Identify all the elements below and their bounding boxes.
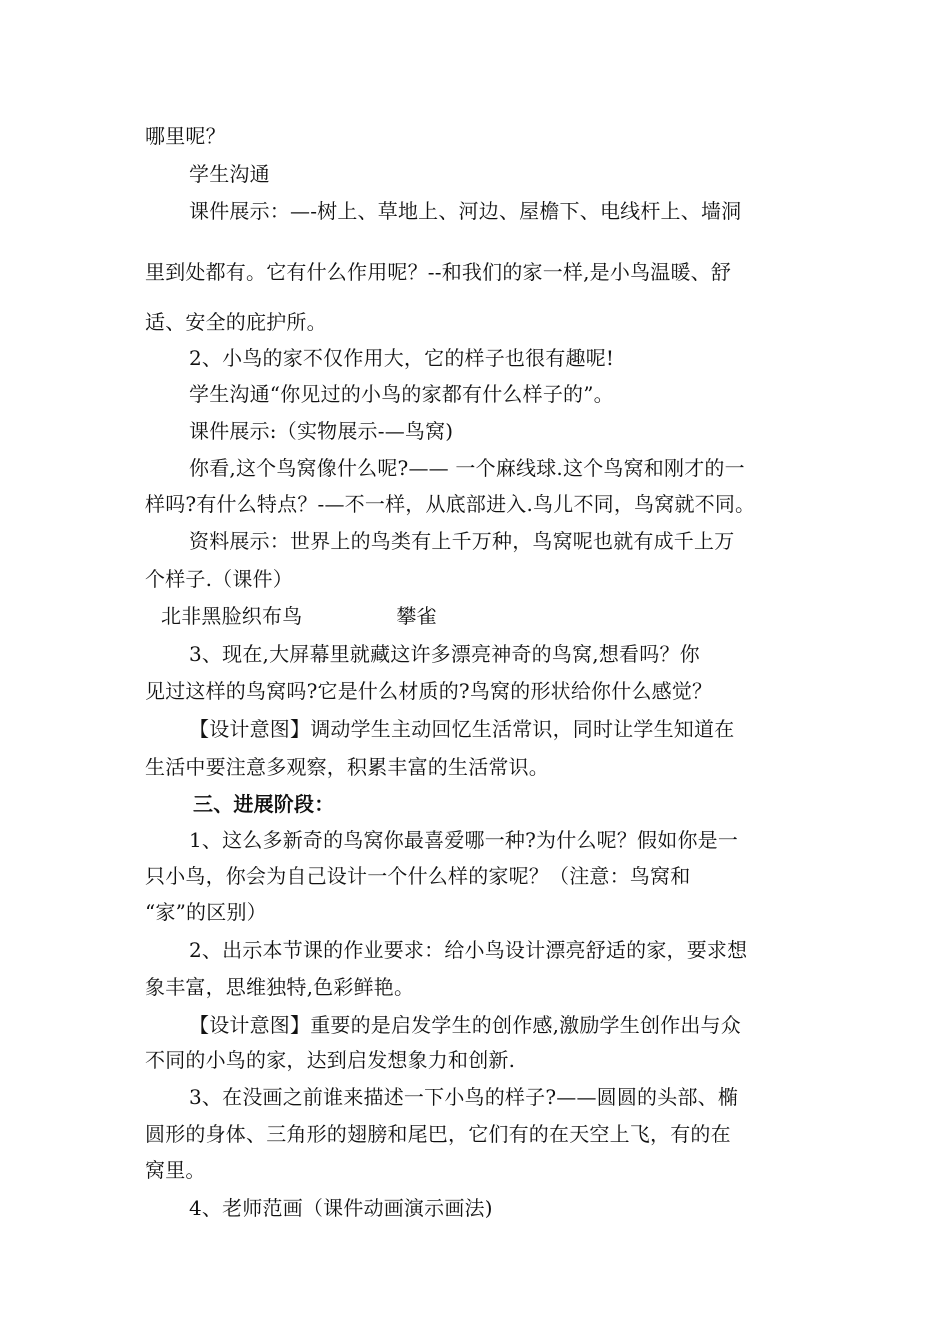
text-line: 窝里。 <box>145 1158 206 1182</box>
text-line: 圆形的身体、三角形的翅膀和尾巴，它们有的在天空上飞，有的在 <box>145 1122 731 1146</box>
text-line: 1、这么多新奇的鸟窝你最喜爱哪一种?为什么呢？假如你是一 <box>189 828 739 852</box>
caption-penduline-tit: 攀雀 <box>396 604 437 628</box>
text-line: 课件展示:（实物展示-—鸟窝) <box>189 419 454 443</box>
text-line: 哪里呢？ <box>145 124 226 148</box>
text-line: 只小鸟，你会为自己设计一个什么样的家呢？（注意：鸟窝和 <box>145 864 691 888</box>
text-line: 见过这样的鸟窝吗?它是什么材质的?鸟窝的形状给你什么感觉？ <box>145 679 713 703</box>
text-line: 象丰富，思维独特,色彩鲜艳。 <box>145 975 415 999</box>
text-line: 【设计意图】调动学生主动回忆生活常识，同时让学生知道在 <box>189 717 735 741</box>
text-line: 学生沟通“你见过的小鸟的家都有什么样子的”。 <box>189 382 614 406</box>
text-line: 你看,这个鸟窝像什么呢?—— 一个麻线球.这个鸟窝和刚才的一 <box>189 456 745 480</box>
section-heading: 三、进展阶段： <box>193 792 335 816</box>
text-line: 【设计意图】重要的是启发学生的创作感,激励学生创作出与众 <box>189 1013 741 1037</box>
text-line: 资料展示：世界上的鸟类有上千万种，鸟窝呢也就有成千上万 <box>189 529 735 553</box>
image-captions <box>161 603 437 629</box>
text-line: 不同的小鸟的家，达到启发想象力和创新. <box>145 1048 516 1072</box>
text-line: 课件展示：—-树上、草地上、河边、屋檐下、电线杆上、墙洞 <box>189 199 742 223</box>
text-line: 3、在没画之前谁来描述一下小鸟的样子?——圆圆的头部、椭 <box>189 1085 739 1109</box>
text-line: 适、安全的庇护所。 <box>145 310 327 334</box>
text-line: 3、现在,大屏幕里就藏这许多漂亮神奇的鸟窝,想看吗？你 <box>189 642 700 666</box>
text-line: 2、出示本节课的作业要求：给小鸟设计漂亮舒适的家，要求想 <box>189 938 748 962</box>
text-line: 个样子.（课件） <box>145 567 293 591</box>
text-line: 2、小鸟的家不仅作用大，它的样子也很有趣呢! <box>189 346 615 370</box>
text-line: 生活中要注意多观察，积累丰富的生活常识。 <box>145 755 549 779</box>
text-line: 4、老师范画（课件动画演示画法) <box>189 1196 493 1220</box>
text-line: 学生沟通 <box>189 162 270 186</box>
text-line: 样吗?有什么特点？-—不一样，从底部进入.鸟儿不同，鸟窝就不同。 <box>145 492 756 516</box>
text-line: “家”的区别） <box>145 900 267 924</box>
caption-weaver-bird: 北非黑脸织布鸟 <box>161 604 303 628</box>
text-line: 里到处都有。它有什么作用呢？--和我们的家一样,是小鸟温暖、舒 <box>145 260 732 284</box>
